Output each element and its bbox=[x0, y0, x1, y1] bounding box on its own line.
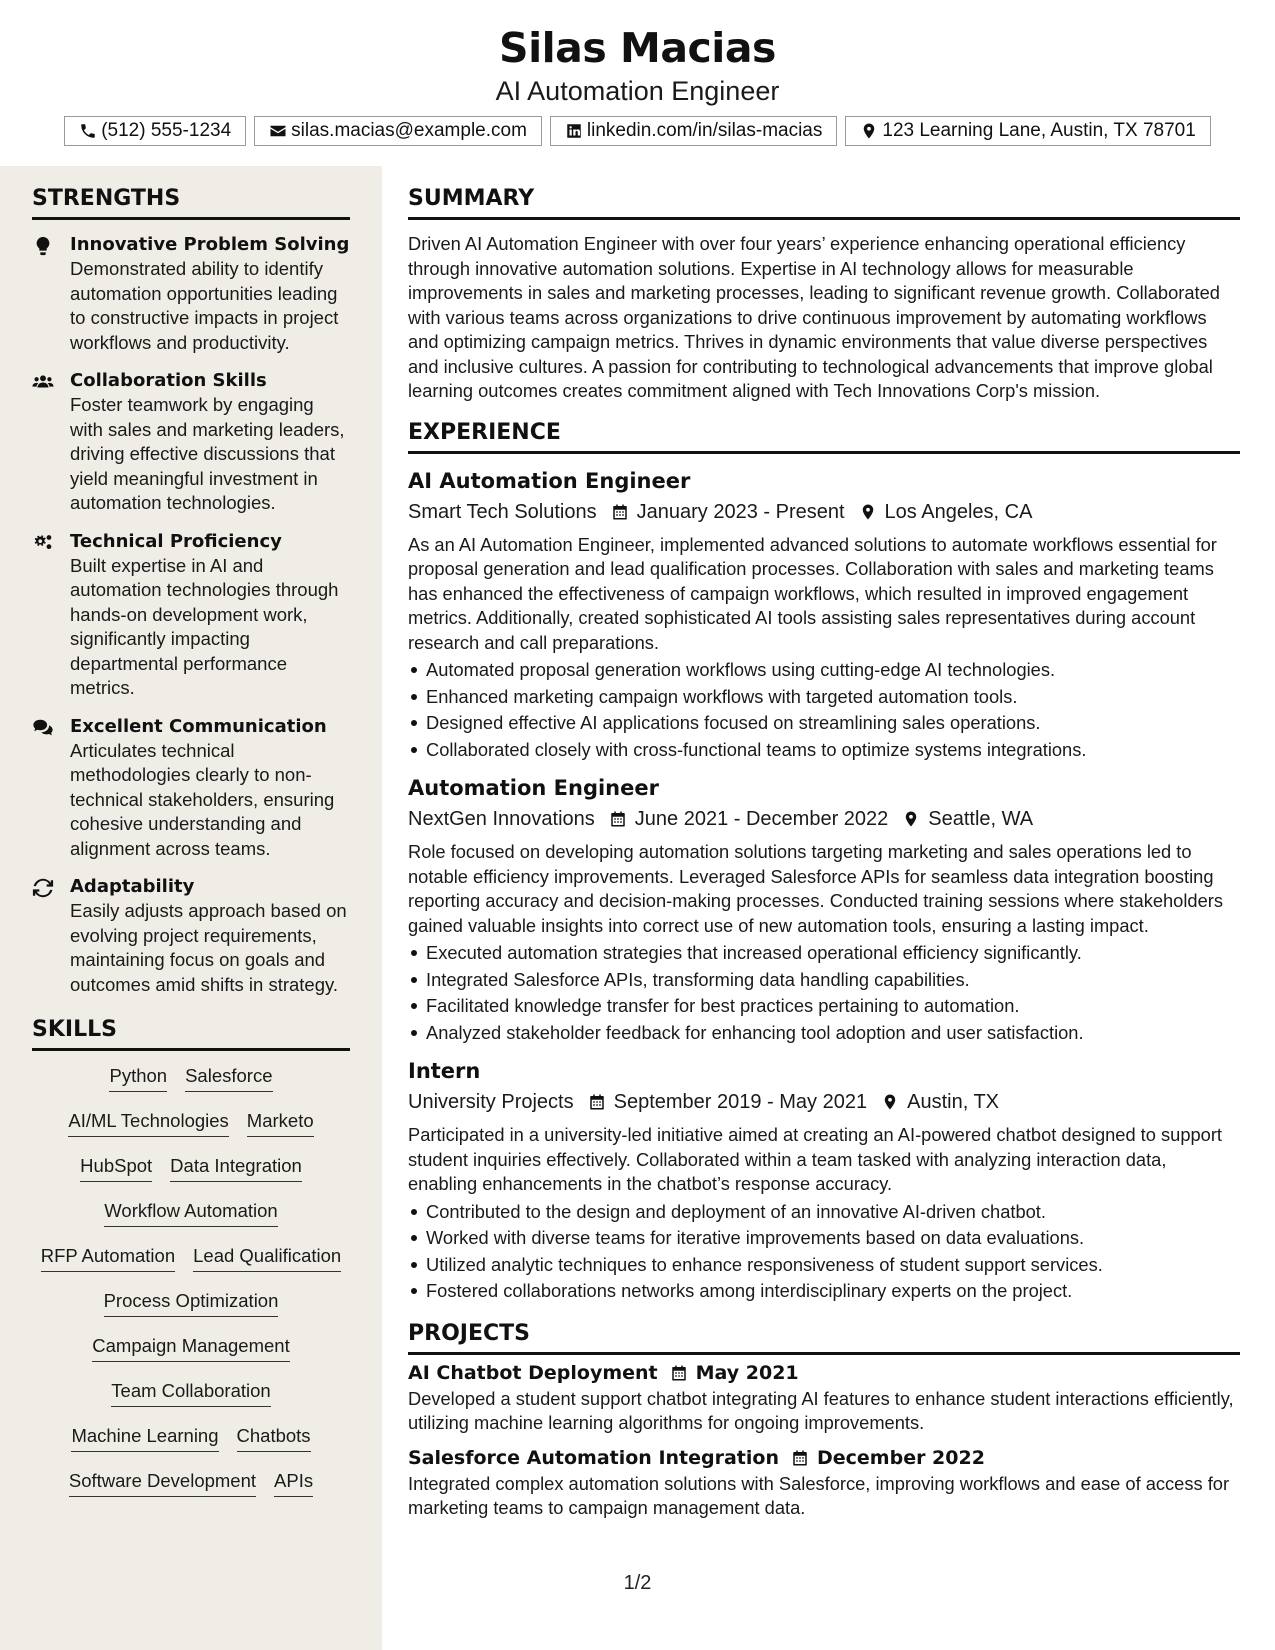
contact-address bbox=[845, 116, 1210, 146]
linkedin-icon bbox=[565, 122, 583, 140]
sync-icon bbox=[32, 877, 54, 899]
projects-heading: PROJECTS bbox=[408, 1319, 1240, 1355]
strength-title: Excellent Communication bbox=[70, 715, 327, 737]
calendar-icon bbox=[609, 810, 627, 828]
job-meta bbox=[408, 497, 1240, 527]
strength-desc: Easily adjusts approach based on evolving project requirements, maintaining focus on goals and outcomes amid shifts in strategy. bbox=[70, 900, 347, 995]
job-company: University Projects bbox=[408, 1091, 574, 1113]
skills-heading: SKILLS bbox=[32, 1015, 350, 1051]
job-title: Automation Engineer bbox=[408, 776, 659, 800]
job-bullet: Executed automation strategies that increased operational efficiency significantly. bbox=[408, 940, 1240, 967]
skill-tag: Python bbox=[109, 1063, 167, 1092]
contact-email[interactable] bbox=[254, 116, 542, 146]
comments-icon bbox=[32, 717, 54, 739]
main-content bbox=[408, 166, 1240, 1521]
job-title: AI Automation Engineer bbox=[408, 468, 691, 493]
contact-email-text: silas.macias@example.com bbox=[291, 120, 527, 141]
strength-item bbox=[32, 874, 350, 997]
skill-tag: Chatbots bbox=[237, 1423, 311, 1452]
job-dates: June 2021 - December 2022 bbox=[634, 808, 889, 830]
job-company: Smart Tech Solutions bbox=[408, 500, 597, 523]
skill-tag: Team Collaboration bbox=[111, 1378, 270, 1407]
job-bullet: Automated proposal generation workflows using cutting-edge AI technologies. bbox=[408, 657, 1240, 684]
job-bullets bbox=[408, 1199, 1240, 1305]
project-description: Integrated complex automation solutions with Salesforce, improving workflows and ease of access for marketing teams to campaign management data. bbox=[408, 1472, 1230, 1518]
map-pin-icon bbox=[881, 1093, 899, 1111]
job-location: Austin, TX bbox=[907, 1091, 1000, 1113]
job-bullet: Fostered collaborations networks among interdisciplinary experts on the project. bbox=[408, 1278, 1240, 1305]
job-description: As an AI Automation Engineer, implemented advanced solutions to automate workflows essential for proposal generation and lead qualification processes. Collaboration with sales and marketing teams has enhanced the effectiveness of campaign workflows, which resulted in improved engagement metrics. Additionally, created sophisticated AI tools assisting sales representatives during account research and call preparations. bbox=[408, 533, 1217, 653]
job-bullet: Facilitated knowledge transfer for best practices pertaining to automation. bbox=[408, 993, 1240, 1020]
job-company: NextGen Innovations bbox=[408, 808, 595, 830]
job-bullets bbox=[408, 657, 1240, 763]
contact-phone-text: (512) 555-1234 bbox=[101, 120, 232, 141]
phone-icon bbox=[79, 122, 97, 140]
skill-tag: Lead Qualification bbox=[193, 1243, 341, 1272]
job-title: Intern bbox=[408, 1059, 481, 1083]
skill-tag: HubSpot bbox=[80, 1153, 152, 1182]
skills-list bbox=[32, 1063, 350, 1513]
map-pin-icon bbox=[860, 122, 878, 140]
job-entry bbox=[408, 1056, 1240, 1305]
strength-title: Innovative Problem Solving bbox=[70, 234, 350, 255]
job-location: Seattle, WA bbox=[928, 808, 1034, 830]
contact-address-text: 123 Learning Lane, Austin, TX 78701 bbox=[882, 120, 1196, 141]
strength-desc: Foster teamwork by engaging with sales and marketing leaders, driving effective discussions that yield meaningful investment in automation technologies. bbox=[70, 394, 345, 513]
calendar-icon bbox=[588, 1093, 606, 1111]
calendar-icon bbox=[611, 503, 629, 521]
job-meta bbox=[408, 1087, 1240, 1117]
skill-tag: APIs bbox=[274, 1468, 313, 1497]
strength-item bbox=[32, 232, 350, 355]
job-bullet: Worked with diverse teams for iterative improvements based on data evaluations. bbox=[408, 1225, 1240, 1252]
strength-desc: Built expertise in AI and automation technologies through hands-on development work, significantly impacting departmental performance metrics. bbox=[70, 554, 339, 698]
sidebar bbox=[0, 166, 382, 1650]
job-description: Role focused on developing automation solutions targeting marketing and sales operations led to notable efficiency improvements. Leveraged Salesforce APIs for seamless data integration boosting reporting accuracy and decision-making processes. Conducted training sessions where stakeholders gained valuable insights into correct use of new automation tools, ensuring a lasting impact. bbox=[408, 841, 1223, 936]
strength-desc: Demonstrated ability to identify automation opportunities leading to constructive impacts in project workflows and productivity. bbox=[70, 258, 339, 353]
contact-linkedin-text: linkedin.com/in/silas-macias bbox=[586, 120, 823, 141]
strength-item bbox=[32, 529, 350, 701]
summary-heading: SUMMARY bbox=[408, 184, 1240, 220]
strength-title: Adaptability bbox=[70, 876, 195, 897]
job-entry bbox=[408, 773, 1240, 1046]
skill-tag: RFP Automation bbox=[41, 1243, 175, 1272]
page-number: 1/2 bbox=[623, 1572, 652, 1594]
job-location: Los Angeles, CA bbox=[884, 500, 1033, 523]
strength-item bbox=[32, 368, 350, 516]
job-bullet: Designed effective AI applications focused on streamlining sales operations. bbox=[408, 710, 1240, 737]
skill-tag: AI/ML Technologies bbox=[68, 1108, 228, 1137]
project-date: May 2021 bbox=[695, 1361, 799, 1384]
project-entry bbox=[408, 1359, 1240, 1436]
contact-phone[interactable] bbox=[64, 116, 246, 146]
skill-tag: Workflow Automation bbox=[104, 1198, 277, 1227]
lightbulb-icon bbox=[32, 235, 54, 257]
project-description: Developed a student support chatbot integrating AI features to enhance student interactions efficiently, utilizing machine learning algorithms for ongoing improvements. bbox=[408, 1387, 1234, 1433]
job-dates: January 2023 - Present bbox=[636, 500, 845, 523]
calendar-icon bbox=[791, 1449, 809, 1467]
job-bullets bbox=[408, 940, 1240, 1046]
calendar-icon bbox=[670, 1364, 688, 1382]
summary-text: Driven AI Automation Engineer with over four years’ experience enhancing operational efficiency through innovative automation solutions. Expertise in AI technology allows for measurable improvements in sales and marketing processes, leading to significant revenue growth. Collaborated with various teams across organizations to drive continuous improvement by automating workflows and optimizing campaign metrics. Thrives in dynamic environments that value diverse perspectives and inclusive cultures. A passion for contributing to technological advancements that improve global learning outcomes creates commitment aligned with Tech Innovations Corp's mission. bbox=[408, 233, 1220, 401]
resume-header bbox=[0, 0, 1275, 146]
users-icon bbox=[32, 371, 54, 393]
experience-heading: EXPERIENCE bbox=[408, 418, 1240, 454]
project-entry bbox=[408, 1444, 1240, 1521]
job-bullet: Collaborated closely with cross-functional teams to optimize systems integrations. bbox=[408, 737, 1240, 764]
skill-tag: Campaign Management bbox=[92, 1333, 289, 1362]
project-date: December 2022 bbox=[816, 1446, 985, 1469]
job-bullet: Utilized analytic techniques to enhance responsiveness of student support services. bbox=[408, 1252, 1240, 1279]
job-bullet: Integrated Salesforce APIs, transforming data handling capabilities. bbox=[408, 967, 1240, 994]
gears-icon bbox=[32, 532, 54, 554]
job-dates: September 2019 - May 2021 bbox=[613, 1091, 868, 1113]
skill-tag: Marketo bbox=[247, 1108, 314, 1137]
project-title: Salesforce Automation Integration bbox=[408, 1446, 779, 1469]
job-meta bbox=[408, 804, 1240, 834]
contact-linkedin[interactable] bbox=[550, 116, 837, 146]
skill-tag: Machine Learning bbox=[71, 1423, 218, 1452]
skill-tag: Data Integration bbox=[170, 1153, 302, 1182]
contact-bar bbox=[0, 116, 1275, 146]
project-title: AI Chatbot Deployment bbox=[408, 1361, 658, 1384]
job-entry bbox=[408, 466, 1240, 764]
strengths-heading: STRENGTHS bbox=[32, 184, 350, 220]
strength-item bbox=[32, 714, 350, 862]
skill-tag: Software Development bbox=[69, 1468, 256, 1497]
map-pin-icon bbox=[902, 810, 920, 828]
map-pin-icon bbox=[859, 503, 877, 521]
candidate-title: AI Automation Engineer bbox=[495, 76, 780, 106]
skill-tag: Process Optimization bbox=[104, 1288, 279, 1317]
job-description: Participated in a university-led initiative aimed at creating an AI-powered chatbot designed to support student inquiries effectively. Collaborated within a team tasked with analyzing interaction data, enabling enhancements in the chatbot’s response accuracy. bbox=[408, 1124, 1222, 1194]
job-bullet: Enhanced marketing campaign workflows with targeted automation tools. bbox=[408, 684, 1240, 711]
strength-title: Collaboration Skills bbox=[70, 370, 267, 391]
skill-tag: Salesforce bbox=[185, 1063, 272, 1092]
candidate-name: Silas Macias bbox=[499, 24, 776, 72]
envelope-icon bbox=[269, 122, 287, 140]
job-bullet: Contributed to the design and deployment of an innovative AI-driven chatbot. bbox=[408, 1199, 1240, 1226]
job-bullet: Analyzed stakeholder feedback for enhancing tool adoption and user satisfaction. bbox=[408, 1020, 1240, 1047]
strength-desc: Articulates technical methodologies clearly to non-technical stakeholders, ensuring cohesive understanding and alignment across teams. bbox=[70, 739, 335, 859]
strength-title: Technical Proficiency bbox=[70, 530, 282, 552]
